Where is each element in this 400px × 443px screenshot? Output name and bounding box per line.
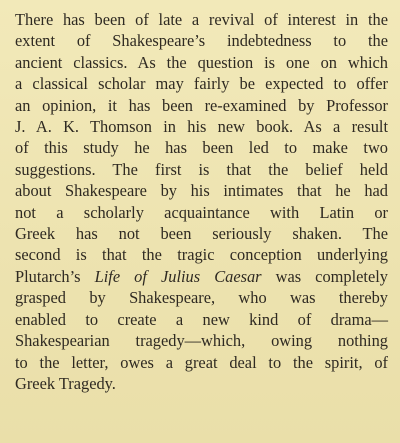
paragraph-line bbox=[15, 287, 388, 308]
paragraph-line bbox=[15, 73, 388, 94]
line-text: was completely bbox=[275, 266, 388, 286]
line-text: of this study he has been led to make two bbox=[15, 138, 388, 158]
line-text: Greek has not been seriously shaken. The bbox=[15, 224, 388, 244]
paragraph-line bbox=[15, 330, 388, 351]
paragraph-line bbox=[15, 373, 388, 394]
line-text: Shakespearian tragedy—which, owing nothing bbox=[15, 331, 388, 351]
line-text: Plutarch’s bbox=[15, 266, 95, 286]
paragraph-line bbox=[15, 244, 388, 265]
paragraph-line bbox=[15, 352, 388, 373]
paragraph-line bbox=[15, 52, 388, 73]
line-text: to the letter, owes a great deal to the spirit, of bbox=[15, 352, 388, 372]
line-text: Greek Tragedy. bbox=[15, 373, 116, 393]
book-title: Life of Julius Caesar bbox=[94, 266, 262, 286]
line-text: an opinion, it has been re-examined by Professor bbox=[15, 95, 388, 115]
paragraph-line bbox=[15, 30, 388, 51]
body-paragraph bbox=[15, 9, 388, 394]
line-text: enabled to create a new kind of drama— bbox=[15, 309, 388, 329]
line-text: a classical scholar may fairly be expected to offer bbox=[15, 74, 388, 94]
line-text: extent of Shakespeare’s indebtedness to the bbox=[15, 31, 388, 51]
line-text: suggestions. The first is that the belief held bbox=[15, 159, 388, 179]
line-text: J. A. K. Thomson in his new book. As a result bbox=[15, 117, 388, 137]
line-text: second is that the tragic conception underlying bbox=[15, 245, 388, 265]
paragraph-line bbox=[15, 95, 388, 116]
paragraph-line bbox=[15, 137, 388, 158]
line-text: ancient classics. As the question is one on which bbox=[15, 52, 388, 72]
paragraph-line bbox=[15, 202, 388, 223]
line-text: grasped by Shakespeare, who was thereby bbox=[15, 288, 388, 308]
line-text: about Shakespeare by his intimates that he had bbox=[15, 181, 388, 201]
paragraph-line bbox=[15, 180, 388, 201]
paragraph-line bbox=[15, 9, 388, 30]
paragraph-line bbox=[15, 116, 388, 137]
line-text: not a scholarly acquaintance with Latin or bbox=[15, 202, 388, 222]
paragraph-line bbox=[15, 223, 388, 244]
paragraph-line bbox=[15, 309, 388, 330]
paragraph-line bbox=[15, 159, 388, 180]
line-text: There has been of late a revival of interest in the bbox=[15, 10, 388, 29]
paragraph-line bbox=[15, 266, 388, 287]
